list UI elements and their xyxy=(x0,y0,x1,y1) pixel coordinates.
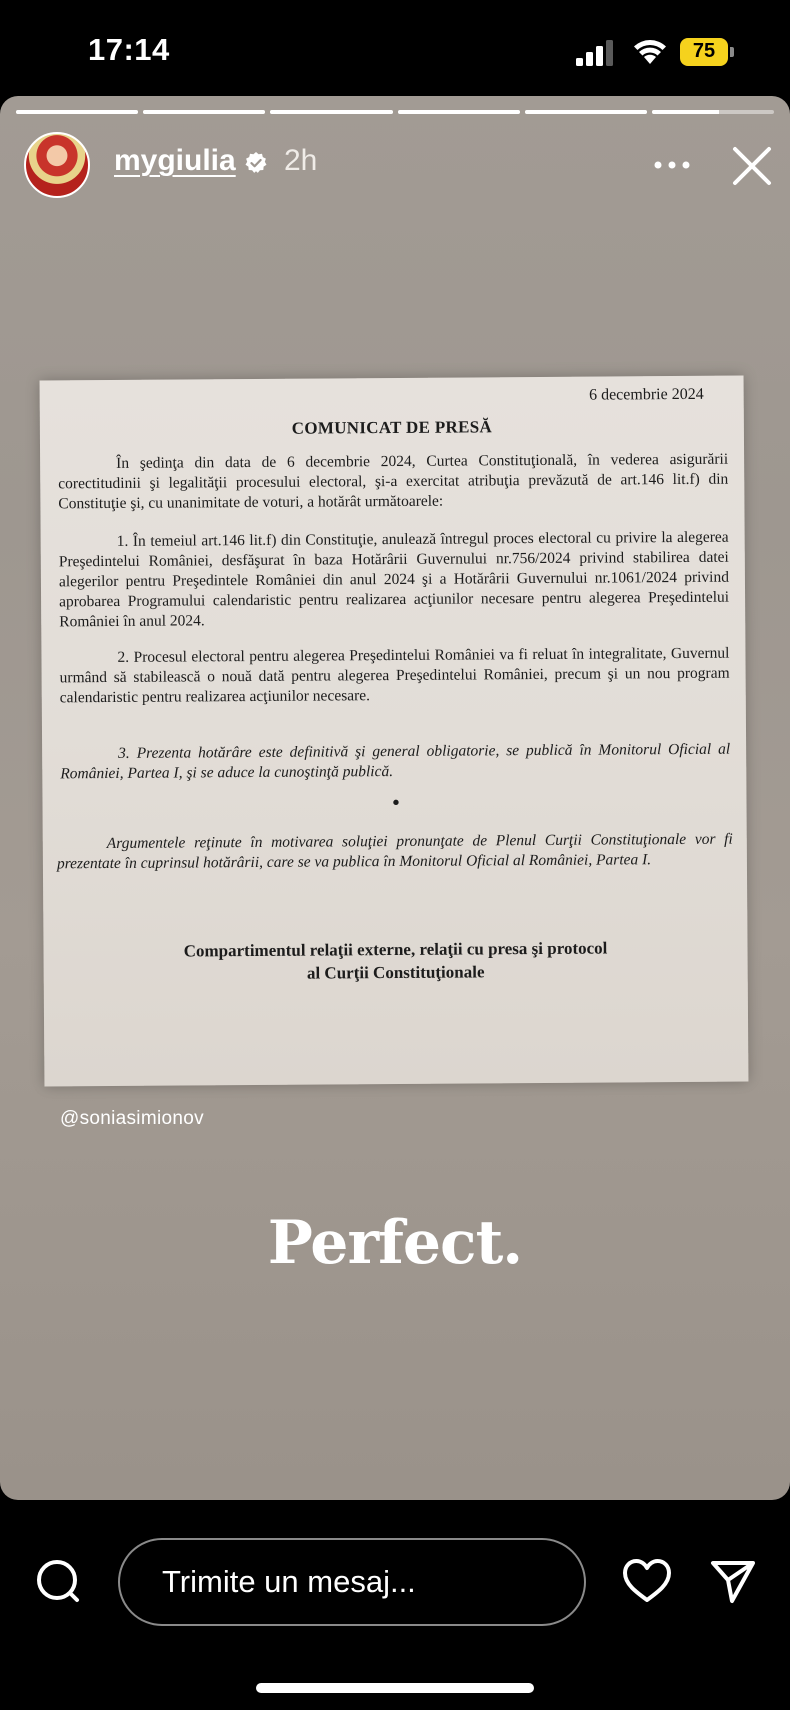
post-time: 2h xyxy=(284,144,318,177)
document-item-3: 3. Prezenta hotărâre este definitivă şi general obligatorie, se publică în Monitorul Oficial al României, Partea I, şi se aduce la cunoştinţă publică. xyxy=(60,740,731,783)
send-icon[interactable] xyxy=(710,1558,756,1604)
story-header xyxy=(24,132,766,198)
mention-sticker[interactable]: @soniasimionov xyxy=(60,1108,204,1129)
progress-fill-4 xyxy=(398,110,520,114)
battery-level: 75 xyxy=(692,40,716,62)
progress-segment-1 xyxy=(16,110,138,114)
avatar[interactable] xyxy=(24,132,90,198)
heart-icon[interactable] xyxy=(622,1558,672,1604)
story-progress-bars xyxy=(16,110,774,114)
cellular-signal-icon xyxy=(576,40,616,66)
wifi-icon xyxy=(632,36,668,66)
document-item-1: 1. În temeiul art.146 lit.f) din Constituţie, anulează întregul proces electoral cu privire la alegerea Preşedintelui României, desfăşurat în baza Hotărârii Guvernului nr.756/2024 privind stabilirea datei alegerilor pentru Preşedintele României din anul 2024 şi a Hotărârii Guvernului nr.1061/2024 privind aprobarea Programului calendaristic pentru realizarea acţiunilor necesare pentru alegerea Preşedintelui României în anul 2024. xyxy=(58,528,730,631)
document-item-2: 2. Procesul electoral pentru alegerea Preşedintelui României va fi reluat în integralitate, Guvernul urmând să stabilească o nouă dată pentru alegerea Preşedintelui României, precum şi un nou program calendaristic pentru realizarea acţiunilor necesare. xyxy=(59,644,730,707)
story-viewer[interactable] xyxy=(0,96,790,1500)
progress-fill-5 xyxy=(525,110,647,114)
press-release-document xyxy=(40,376,749,1087)
more-dots-icon[interactable] xyxy=(652,158,692,172)
reply-bar xyxy=(0,1500,790,1710)
battery-tip xyxy=(730,47,734,57)
progress-segment-3 xyxy=(270,110,392,114)
progress-segment-2 xyxy=(143,110,265,114)
document-title: COMUNICAT DE PRESĂ xyxy=(291,417,493,438)
status-bar xyxy=(0,0,790,100)
story-text-overlay: Perfect. xyxy=(267,1208,523,1278)
status-time: 17:14 xyxy=(88,32,170,67)
username-link[interactable]: mygiulia xyxy=(114,144,236,177)
progress-fill-6 xyxy=(652,110,719,114)
search-icon[interactable] xyxy=(34,1558,82,1606)
document-date: 6 decembrie 2024 xyxy=(588,385,704,404)
message-input[interactable] xyxy=(118,1538,586,1626)
signature-line-1: Compartimentul relaţii externe, relaţii cu presa şi protocol xyxy=(183,938,608,961)
progress-fill-3 xyxy=(270,110,392,114)
progress-fill-1 xyxy=(16,110,138,114)
progress-segment-4 xyxy=(398,110,520,114)
progress-segment-6 xyxy=(652,110,774,114)
signature-line-2: al Curţii Constituţionale xyxy=(306,962,485,983)
battery-indicator xyxy=(680,38,734,66)
document-intro: În şedinţa din data de 6 decembrie 2024, Curtea Constituţională, în vederea asigurării corectitudinii şi legalităţii procesului electoral, şi-a exercitat atribuţia prevăzută de art.146 lit.f) din Constituţie şi, cu unanimitate de voturi, a hotărât următoarele: xyxy=(58,450,729,513)
home-indicator xyxy=(256,1683,534,1693)
document-separator: • xyxy=(392,791,400,815)
progress-fill-2 xyxy=(143,110,265,114)
verified-badge-icon xyxy=(244,151,268,175)
progress-segment-5 xyxy=(525,110,647,114)
document-arguments: Argumentele reţinute în motivarea soluţiei pronunţate de Plenul Curţii Constituţionale vor fi prezentate în cuprinsul hotărârii, care se va publica în Monitorul Oficial al României, Partea I. xyxy=(56,830,733,873)
close-icon[interactable] xyxy=(730,144,774,188)
document-signature xyxy=(43,936,747,987)
